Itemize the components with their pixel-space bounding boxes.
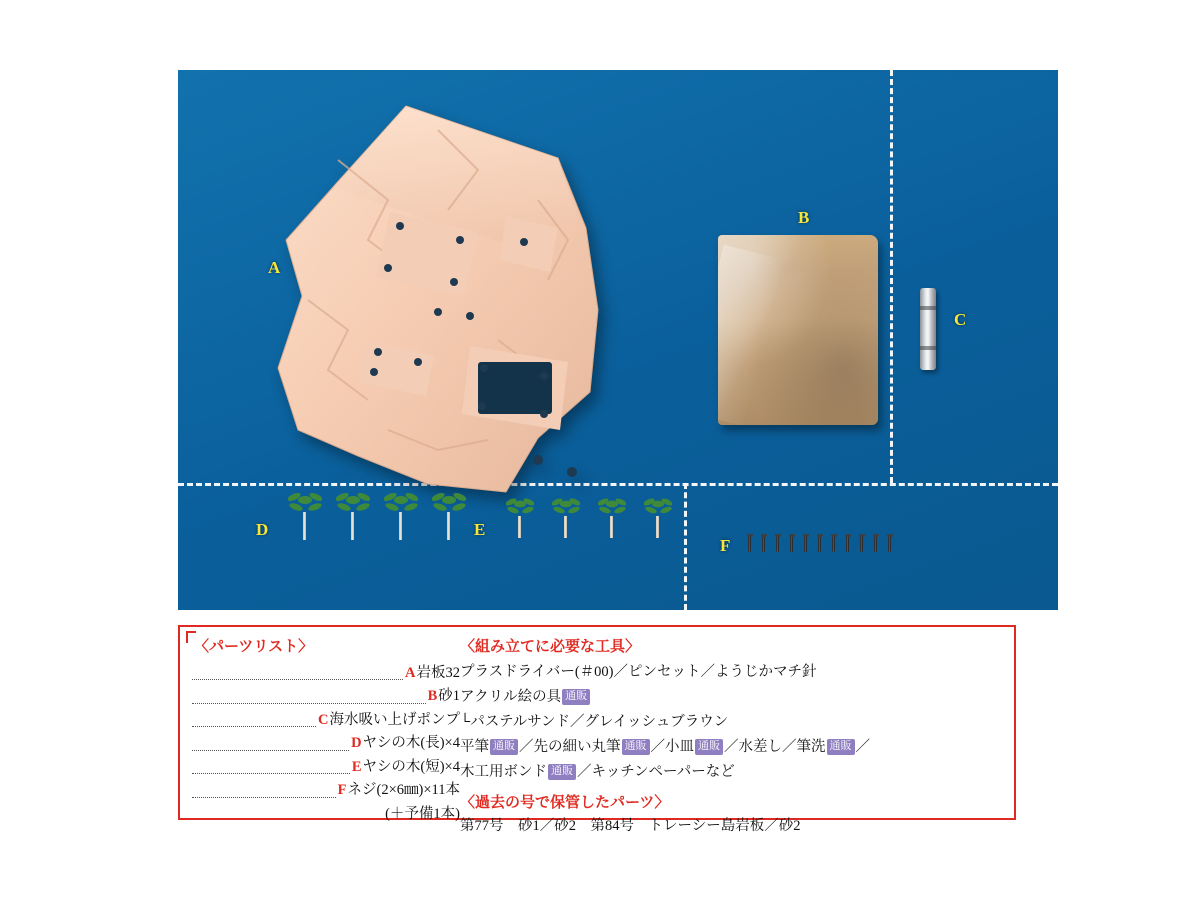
tools-text: └パステルサンド／グレイッシュブラウン <box>460 713 729 730</box>
parts-row <box>190 709 460 732</box>
tools-line-2 <box>460 685 1008 710</box>
screw <box>832 536 835 552</box>
tools-text: ／キッチンペーパーなど <box>577 763 735 780</box>
parts-list-column <box>190 635 460 826</box>
mail-order-tag: 通販 <box>562 689 590 705</box>
past-issues-heading: 〈過去の号で保管したパーツ〉 <box>460 794 670 811</box>
palm-tree-tall <box>432 488 466 540</box>
mail-order-tag: 通販 <box>490 739 518 755</box>
tools-line-1 <box>460 660 1008 685</box>
parts-row <box>190 779 460 802</box>
part-label: 岩板32 <box>416 665 460 681</box>
part-key: A <box>405 665 416 681</box>
parts-row <box>190 685 460 708</box>
tools-column <box>460 635 1008 835</box>
tools-text: 平筆 <box>460 738 489 755</box>
tools-text: アクリル絵の具 <box>460 688 562 705</box>
tools-line-5 <box>460 760 1008 785</box>
palm-tree-tall <box>288 488 322 540</box>
screw <box>748 536 751 552</box>
part-label: 海水吸い上げポンプ <box>329 711 460 728</box>
part-key: D <box>351 735 362 752</box>
tools-text: ／ <box>855 738 870 755</box>
palm-tree-short <box>552 494 580 538</box>
tools-lines <box>460 660 1008 785</box>
part-label: 砂1 <box>438 688 460 705</box>
parts-rows <box>190 662 460 826</box>
screw <box>804 536 807 552</box>
palm-tree-tall <box>336 488 370 540</box>
parts-row <box>190 732 460 755</box>
part-label-continuation: (＋予備1本) <box>385 805 460 822</box>
tools-text: ／水差し／筆洗 <box>724 738 826 755</box>
mail-order-tag: 通販 <box>622 739 650 755</box>
tools-text: プラスドライバー(＃00)／ピンセット／ようじかマチ針 <box>460 664 817 680</box>
part-key: E <box>351 758 362 775</box>
tools-text: ／小皿 <box>650 738 694 755</box>
photo-label-a: A <box>268 258 281 277</box>
sand-bag-part-b <box>718 235 878 425</box>
screw <box>818 536 821 552</box>
part-label: ネジ(2×6㎜)×11本 <box>347 782 460 799</box>
screw <box>860 536 863 552</box>
product-photo <box>178 70 1058 610</box>
screw <box>846 536 849 552</box>
parts-list-box <box>178 625 1016 834</box>
past-issues-section <box>460 791 1008 835</box>
water-pump-part-c <box>920 288 936 370</box>
part-key: B <box>427 688 438 705</box>
mail-order-tag: 通販 <box>548 764 576 780</box>
divider-vertical-lower <box>684 483 687 610</box>
divider-vertical-upper <box>890 70 893 483</box>
parts-list-heading: 〈パーツリスト〉 <box>190 635 460 656</box>
parts-row-continuation <box>190 803 460 826</box>
parts-row <box>190 662 460 685</box>
past-issues-line: 第77号 砂1／砂2 第84号 トレーシー島岩板／砂2 <box>460 817 801 834</box>
part-label: ヤシの木(長)×4 <box>362 735 460 752</box>
tools-text: ／先の細い丸筆 <box>519 738 621 755</box>
part-key: C <box>318 711 329 728</box>
rock-board-part-a <box>238 100 758 500</box>
screw <box>776 536 779 552</box>
screw <box>874 536 877 552</box>
palm-tree-short <box>598 494 626 538</box>
palm-tree-short <box>506 494 534 538</box>
part-key: F <box>337 782 347 799</box>
screw <box>888 536 891 552</box>
photo-label-d: D <box>256 520 269 539</box>
tools-heading: 〈組み立てに必要な工具〉 <box>460 639 641 655</box>
photo-label-e: E <box>474 520 486 539</box>
photo-label-b: B <box>798 208 810 227</box>
palm-tree-short <box>644 494 672 538</box>
mail-order-tag: 通販 <box>827 739 855 755</box>
screw <box>762 536 765 552</box>
photo-label-f: F <box>720 536 731 555</box>
tools-line-3 <box>460 710 1008 735</box>
screw <box>790 536 793 552</box>
photo-label-c: C <box>954 310 967 329</box>
parts-row <box>190 756 460 779</box>
tools-text: 木工用ボンド <box>460 763 547 780</box>
palm-tree-tall <box>384 488 418 540</box>
part-label: ヤシの木(短)×4 <box>362 758 460 775</box>
tools-line-4 <box>460 735 1008 760</box>
mail-order-tag: 通販 <box>695 739 723 755</box>
